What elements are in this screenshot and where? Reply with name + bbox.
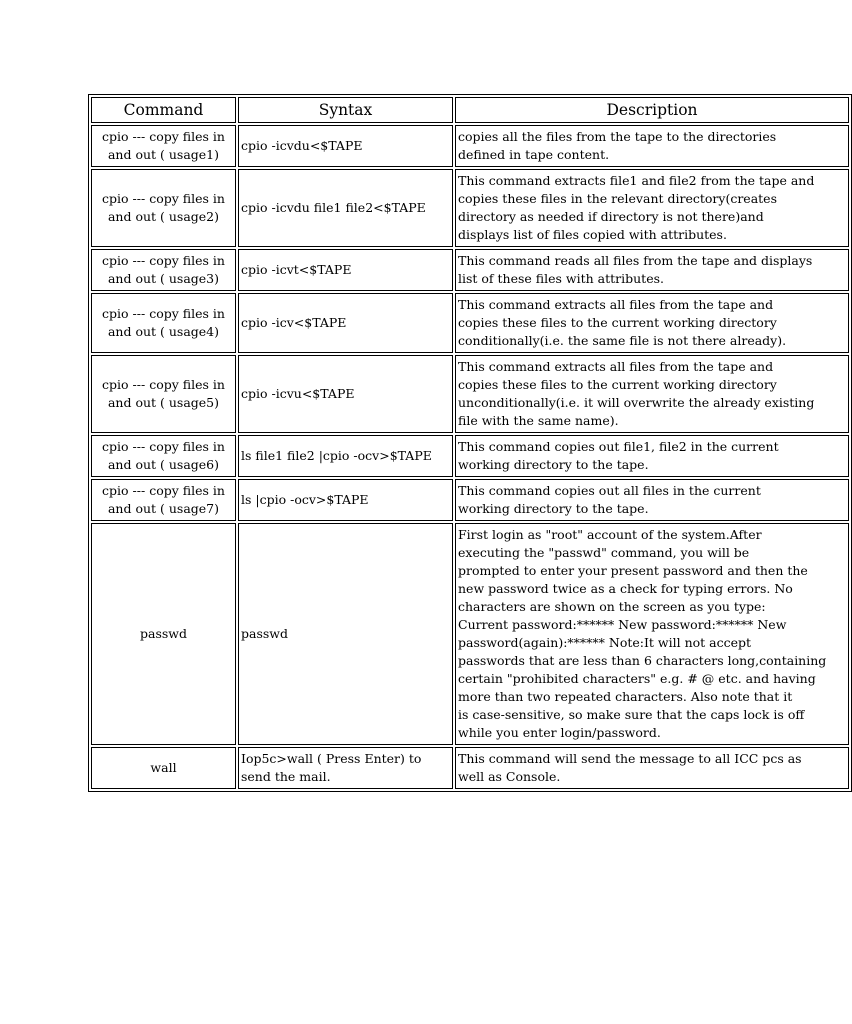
description-cell xyxy=(455,249,849,291)
command-line: cpio --- copy files in xyxy=(102,129,225,144)
description-line: passwords that are less than 6 characters long,containing xyxy=(458,653,827,668)
command-line: wall xyxy=(150,760,177,775)
command-cell xyxy=(91,125,236,167)
description-cell xyxy=(455,293,849,353)
command-cell xyxy=(91,479,236,521)
description-line: certain "prohibited characters" e.g. # @ etc. and having xyxy=(458,671,816,686)
description-line: directory as needed if directory is not there)and xyxy=(458,209,764,224)
description-cell xyxy=(455,125,849,167)
description-line: is case-sensitive, so make sure that the caps lock is off xyxy=(458,707,805,722)
command-cell xyxy=(91,249,236,291)
command-line: and out ( usage2) xyxy=(107,209,220,224)
description-cell xyxy=(455,747,849,789)
description-line: This command extracts all files from the tape and xyxy=(458,297,774,312)
description-line: copies these files to the current working directory xyxy=(458,315,777,330)
table-row xyxy=(91,523,849,745)
header-syntax: Syntax xyxy=(238,97,453,123)
description-cell xyxy=(455,435,849,477)
description-line: password(again):****** Note:It will not accept xyxy=(458,635,752,650)
table-header-row xyxy=(91,97,849,123)
description-line: working directory to the tape. xyxy=(458,501,649,516)
command-line: and out ( usage7) xyxy=(107,501,220,516)
description-line: more than two repeated characters. Also note that it xyxy=(458,689,793,704)
command-cell xyxy=(91,355,236,433)
description-line: while you enter login/password. xyxy=(458,725,661,740)
command-line: and out ( usage4) xyxy=(107,324,220,339)
command-line: cpio --- copy files in xyxy=(102,191,225,206)
command-cell xyxy=(91,523,236,745)
table-row xyxy=(91,169,849,247)
command-cell xyxy=(91,293,236,353)
description-line: well as Console. xyxy=(458,769,561,784)
header-command: Command xyxy=(91,97,236,123)
syntax-cell: Iop5c>wall ( Press Enter) to send the mail. xyxy=(238,747,453,789)
command-line: and out ( usage1) xyxy=(107,147,220,162)
description-line: copies all the files from the tape to the directories xyxy=(458,129,777,144)
description-line: copies these files to the current working directory xyxy=(458,377,777,392)
syntax-cell: cpio -icvt<$TAPE xyxy=(238,249,453,291)
description-line: This command will send the message to all ICC pcs as xyxy=(458,751,802,766)
description-line: This command copies out all files in the current xyxy=(458,483,761,498)
description-line: This command reads all files from the tape and displays xyxy=(458,253,813,268)
description-cell xyxy=(455,523,849,745)
description-line: conditionally(i.e. the same file is not there already). xyxy=(458,333,787,348)
table-row xyxy=(91,125,849,167)
command-line: cpio --- copy files in xyxy=(102,253,225,268)
description-cell xyxy=(455,169,849,247)
description-cell xyxy=(455,479,849,521)
command-table xyxy=(88,94,852,792)
table-row xyxy=(91,293,849,353)
description-line: new password twice as a check for typing errors. No xyxy=(458,581,793,596)
syntax-cell: ls |cpio -ocv>$TAPE xyxy=(238,479,453,521)
description-line: working directory to the tape. xyxy=(458,457,649,472)
description-line: This command copies out file1, file2 in the current xyxy=(458,439,779,454)
table-body xyxy=(91,125,849,789)
command-cell xyxy=(91,747,236,789)
description-line: file with the same name). xyxy=(458,413,619,428)
table-row xyxy=(91,479,849,521)
syntax-cell: cpio -icv<$TAPE xyxy=(238,293,453,353)
description-line: prompted to enter your present password and then the xyxy=(458,563,808,578)
command-line: passwd xyxy=(140,626,187,641)
syntax-cell: cpio -icvdu file1 file2<$TAPE xyxy=(238,169,453,247)
description-line: unconditionally(i.e. it will overwrite the already existing xyxy=(458,395,815,410)
table-row xyxy=(91,355,849,433)
command-line: and out ( usage6) xyxy=(107,457,220,472)
syntax-cell: cpio -icvu<$TAPE xyxy=(238,355,453,433)
description-line: copies these files in the relevant directory(creates xyxy=(458,191,777,206)
description-line: defined in tape content. xyxy=(458,147,610,162)
command-line: cpio --- copy files in xyxy=(102,377,225,392)
description-cell xyxy=(455,355,849,433)
command-line: cpio --- copy files in xyxy=(102,483,225,498)
description-line: characters are shown on the screen as you type: xyxy=(458,599,766,614)
command-line: cpio --- copy files in xyxy=(102,439,225,454)
table-row xyxy=(91,249,849,291)
command-line: and out ( usage3) xyxy=(107,271,220,286)
header-description: Description xyxy=(455,97,849,123)
description-line: First login as "root" account of the system.After xyxy=(458,527,762,542)
description-line: executing the "passwd" command, you will be xyxy=(458,545,750,560)
command-line: and out ( usage5) xyxy=(107,395,220,410)
description-line: displays list of files copied with attributes. xyxy=(458,227,727,242)
table-row xyxy=(91,435,849,477)
syntax-cell: ls file1 file2 |cpio -ocv>$TAPE xyxy=(238,435,453,477)
table-row xyxy=(91,747,849,789)
command-cell xyxy=(91,435,236,477)
syntax-cell: passwd xyxy=(238,523,453,745)
command-cell xyxy=(91,169,236,247)
description-line: This command extracts all files from the tape and xyxy=(458,359,774,374)
description-line: This command extracts file1 and file2 from the tape and xyxy=(458,173,815,188)
description-line: Current password:****** New password:****** New xyxy=(458,617,787,632)
syntax-cell: cpio -icvdu<$TAPE xyxy=(238,125,453,167)
command-line: cpio --- copy files in xyxy=(102,306,225,321)
description-line: list of these files with attributes. xyxy=(458,271,664,286)
